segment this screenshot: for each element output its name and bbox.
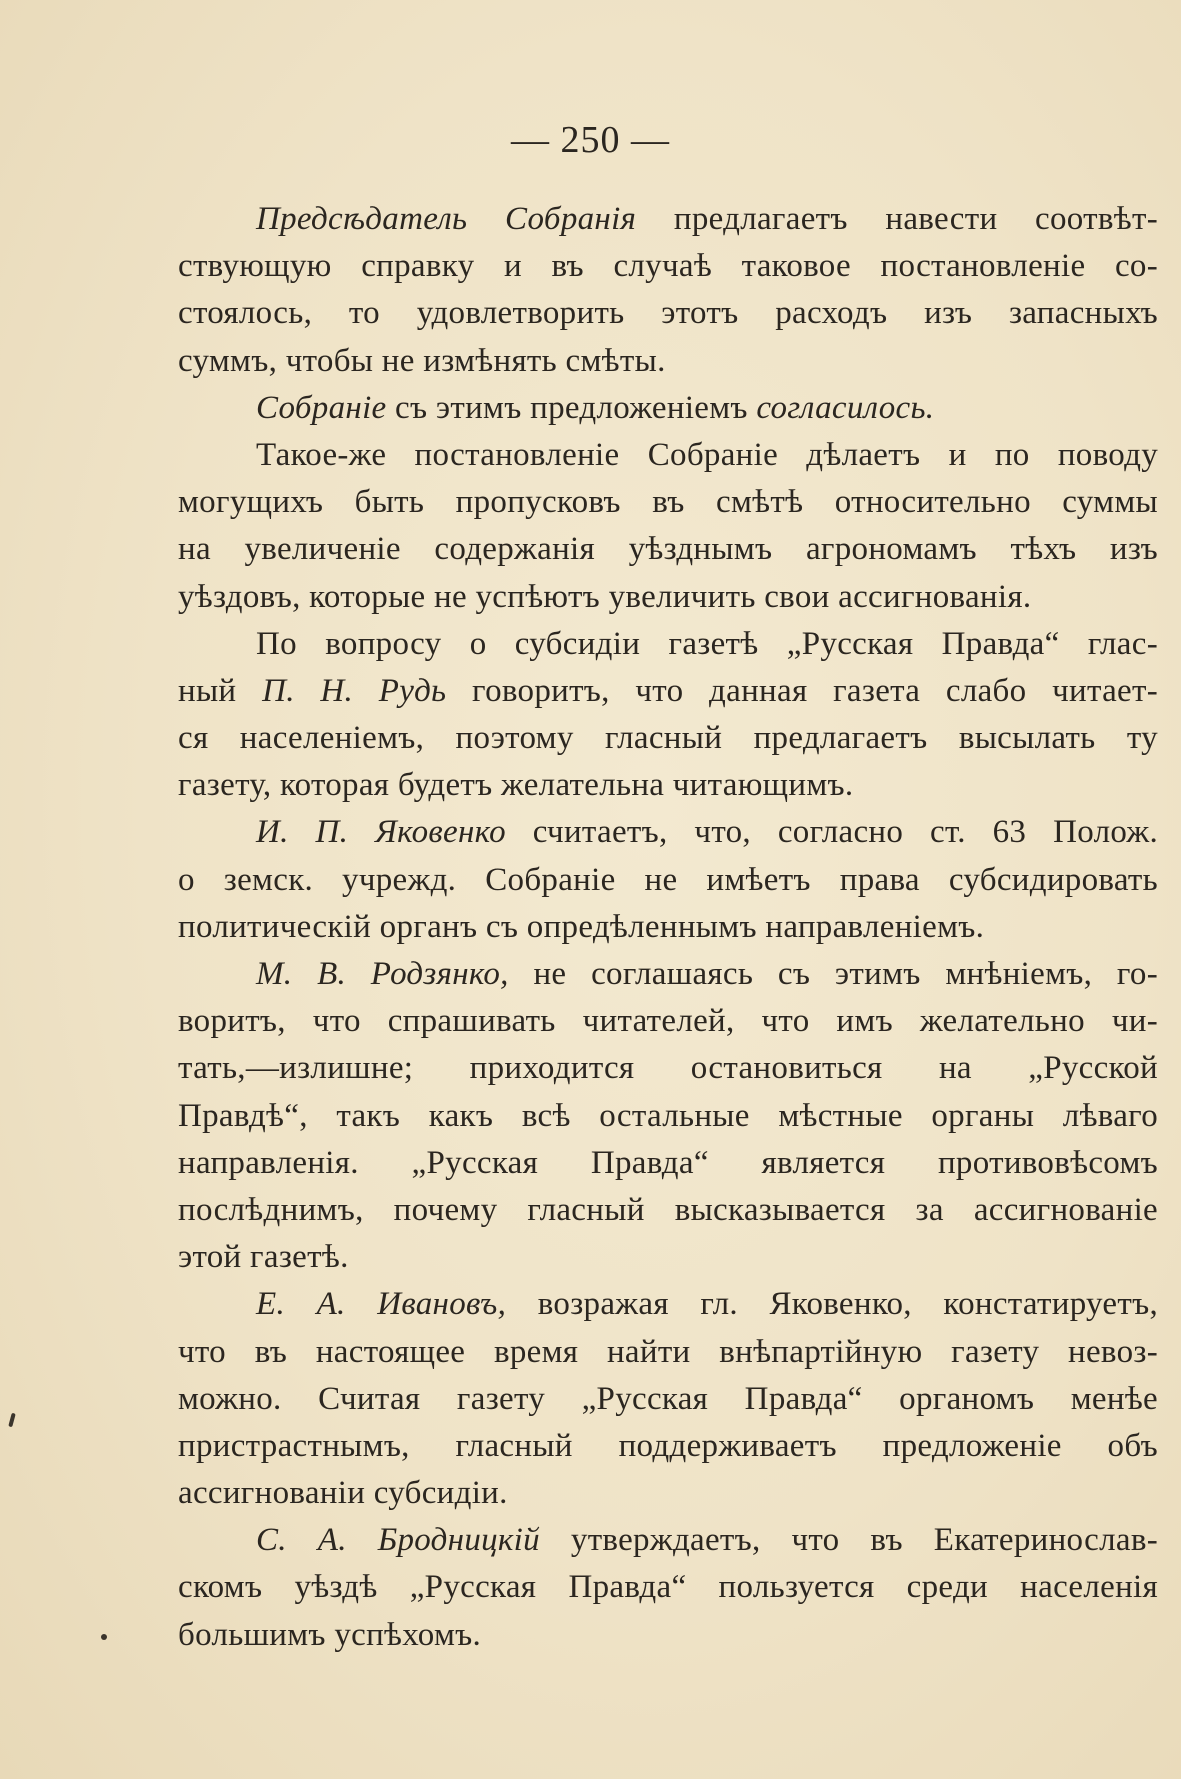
text-line: [178, 1517, 1158, 1564]
text-segment: о земск. учрежд. Собраніе не имѣетъ права субсидировать: [178, 861, 1158, 898]
text-segment: ствующую справку и въ случаѣ таковое постановленіе со-: [178, 248, 1158, 285]
text-line: [178, 668, 1158, 715]
text-segment: воритъ, что спрашивать читателей, что имъ желательно чи-: [178, 1003, 1158, 1040]
text-line: [178, 243, 1158, 290]
text-line: [178, 1470, 1158, 1517]
page-number: — 250 —: [511, 119, 670, 161]
speaker-name: Собраніе: [256, 389, 387, 426]
speaker-name: И. П. Яковенко: [256, 814, 506, 851]
text-segment: ный: [178, 672, 263, 709]
paragraph: [178, 196, 1158, 385]
text-segment: ассигнованіи субсидіи.: [178, 1475, 508, 1512]
text-segment: на увеличеніе содержанія уѣзднымъ агрономамъ тѣхъ изъ: [178, 531, 1158, 568]
text-line: [178, 857, 1158, 904]
speaker-name: согласилось.: [756, 389, 935, 426]
text-segment: съ этимъ предложеніемъ: [386, 389, 757, 426]
text-segment: суммъ, чтобы не измѣнять смѣты.: [178, 342, 666, 379]
speaker-name: М. В. Родзянко,: [256, 956, 509, 992]
paragraph: [178, 432, 1158, 621]
text-segment: предлагаетъ навести соотвѣт-: [636, 201, 1158, 237]
text-segment: ся населеніемъ, поэтому гласный предлагаетъ высылать ту: [178, 720, 1158, 757]
text-line: [178, 432, 1158, 479]
text-segment: говоритъ, что данная газета слабо читает-: [446, 672, 1158, 709]
text-segment: газету, которая будетъ желательна читающимъ.: [178, 767, 854, 804]
text-line: [178, 809, 1158, 856]
text-segment: стоялось, то удовлетворить этотъ расходъ изъ запасныхъ: [178, 295, 1158, 332]
speaker-name: С. А. Бродницкій: [256, 1522, 540, 1559]
text-line: [178, 196, 1158, 243]
ink-speck: [8, 1413, 15, 1428]
text-line: [178, 1329, 1158, 1376]
text-line: [178, 1423, 1158, 1470]
paragraph: [178, 621, 1158, 810]
text-line: [178, 526, 1158, 573]
text-line: [178, 762, 1158, 809]
text-line: [178, 621, 1158, 668]
text-line: [178, 1045, 1158, 1092]
text-line: [178, 1564, 1158, 1611]
text-line: [178, 1093, 1158, 1140]
paragraph: [178, 385, 1158, 432]
paragraph: [178, 1281, 1158, 1517]
paragraph: [178, 809, 1158, 951]
paragraph: [178, 1517, 1158, 1659]
paragraph: [178, 951, 1158, 1281]
text-segment: послѣднимъ, почему гласный высказывается за ассигнованіе: [178, 1191, 1158, 1228]
text-segment: тать,—излишне; приходится остановиться на „Русской: [178, 1050, 1158, 1087]
text-segment: Такое-же постановленіе Собраніе дѣлаетъ и по поводу: [256, 436, 1158, 473]
speaker-name: П. Н. Рудь: [262, 672, 447, 709]
text-line: [178, 715, 1158, 762]
speaker-name: Е. А. Ивановъ,: [256, 1286, 507, 1323]
text-segment: могущихъ быть пропусковъ въ смѣтѣ относительно суммы: [178, 484, 1158, 521]
text-line: [178, 1612, 1158, 1659]
text-segment: возражая гл. Яковенко, констатируетъ,: [506, 1286, 1159, 1323]
text-segment: направленія. „Русская Правда“ является противовѣсомъ: [178, 1144, 1158, 1181]
text-segment: утверждаетъ, что въ Екатеринослав-: [539, 1522, 1159, 1559]
text-segment: не соглашаясь съ этимъ мнѣніемъ, го-: [508, 956, 1159, 992]
text-line: [178, 904, 1158, 951]
text-line: [178, 951, 1158, 998]
text-line: [178, 1187, 1158, 1234]
text-segment: По вопросу о субсидіи газетѣ „Русская Правда“ глас-: [256, 625, 1158, 662]
text-segment: скомъ уѣздѣ „Русская Правда“ пользуется среди населенія: [178, 1569, 1158, 1606]
text-line: [178, 1281, 1158, 1328]
text-segment: этой газетѣ.: [178, 1239, 349, 1276]
text-segment: пристрастнымъ, гласный поддерживаетъ предложеніе объ: [178, 1427, 1158, 1464]
text-line: [178, 998, 1158, 1045]
text-line: [178, 574, 1158, 621]
body-text: [178, 196, 1158, 1659]
text-segment: что въ настоящее время найти внѣпартійную газету невоз-: [178, 1333, 1158, 1370]
text-line: [178, 479, 1158, 526]
text-segment: можно. Считая газету „Русская Правда“ органомъ менѣе: [178, 1380, 1158, 1417]
text-segment: считаетъ, что, согласно ст. 63 Полож.: [505, 814, 1158, 851]
text-line: [178, 1376, 1158, 1423]
text-line: [178, 290, 1158, 337]
ink-speck: [101, 1634, 107, 1640]
speaker-name: Предсѣдатель Собранія: [256, 201, 637, 237]
text-segment: большимъ успѣхомъ.: [178, 1616, 482, 1653]
text-segment: Правдѣ“, такъ какъ всѣ остальные мѣстные органы лѣваго: [178, 1097, 1158, 1134]
text-line: [178, 1234, 1158, 1281]
text-line: [178, 338, 1158, 385]
text-line: [178, 385, 1158, 432]
text-segment: уѣздовъ, которые не успѣютъ увеличить свои ассигнованія.: [178, 578, 1032, 615]
text-segment: политическій органъ съ опредѣленнымъ направленіемъ.: [178, 908, 985, 945]
text-line: [178, 1140, 1158, 1187]
